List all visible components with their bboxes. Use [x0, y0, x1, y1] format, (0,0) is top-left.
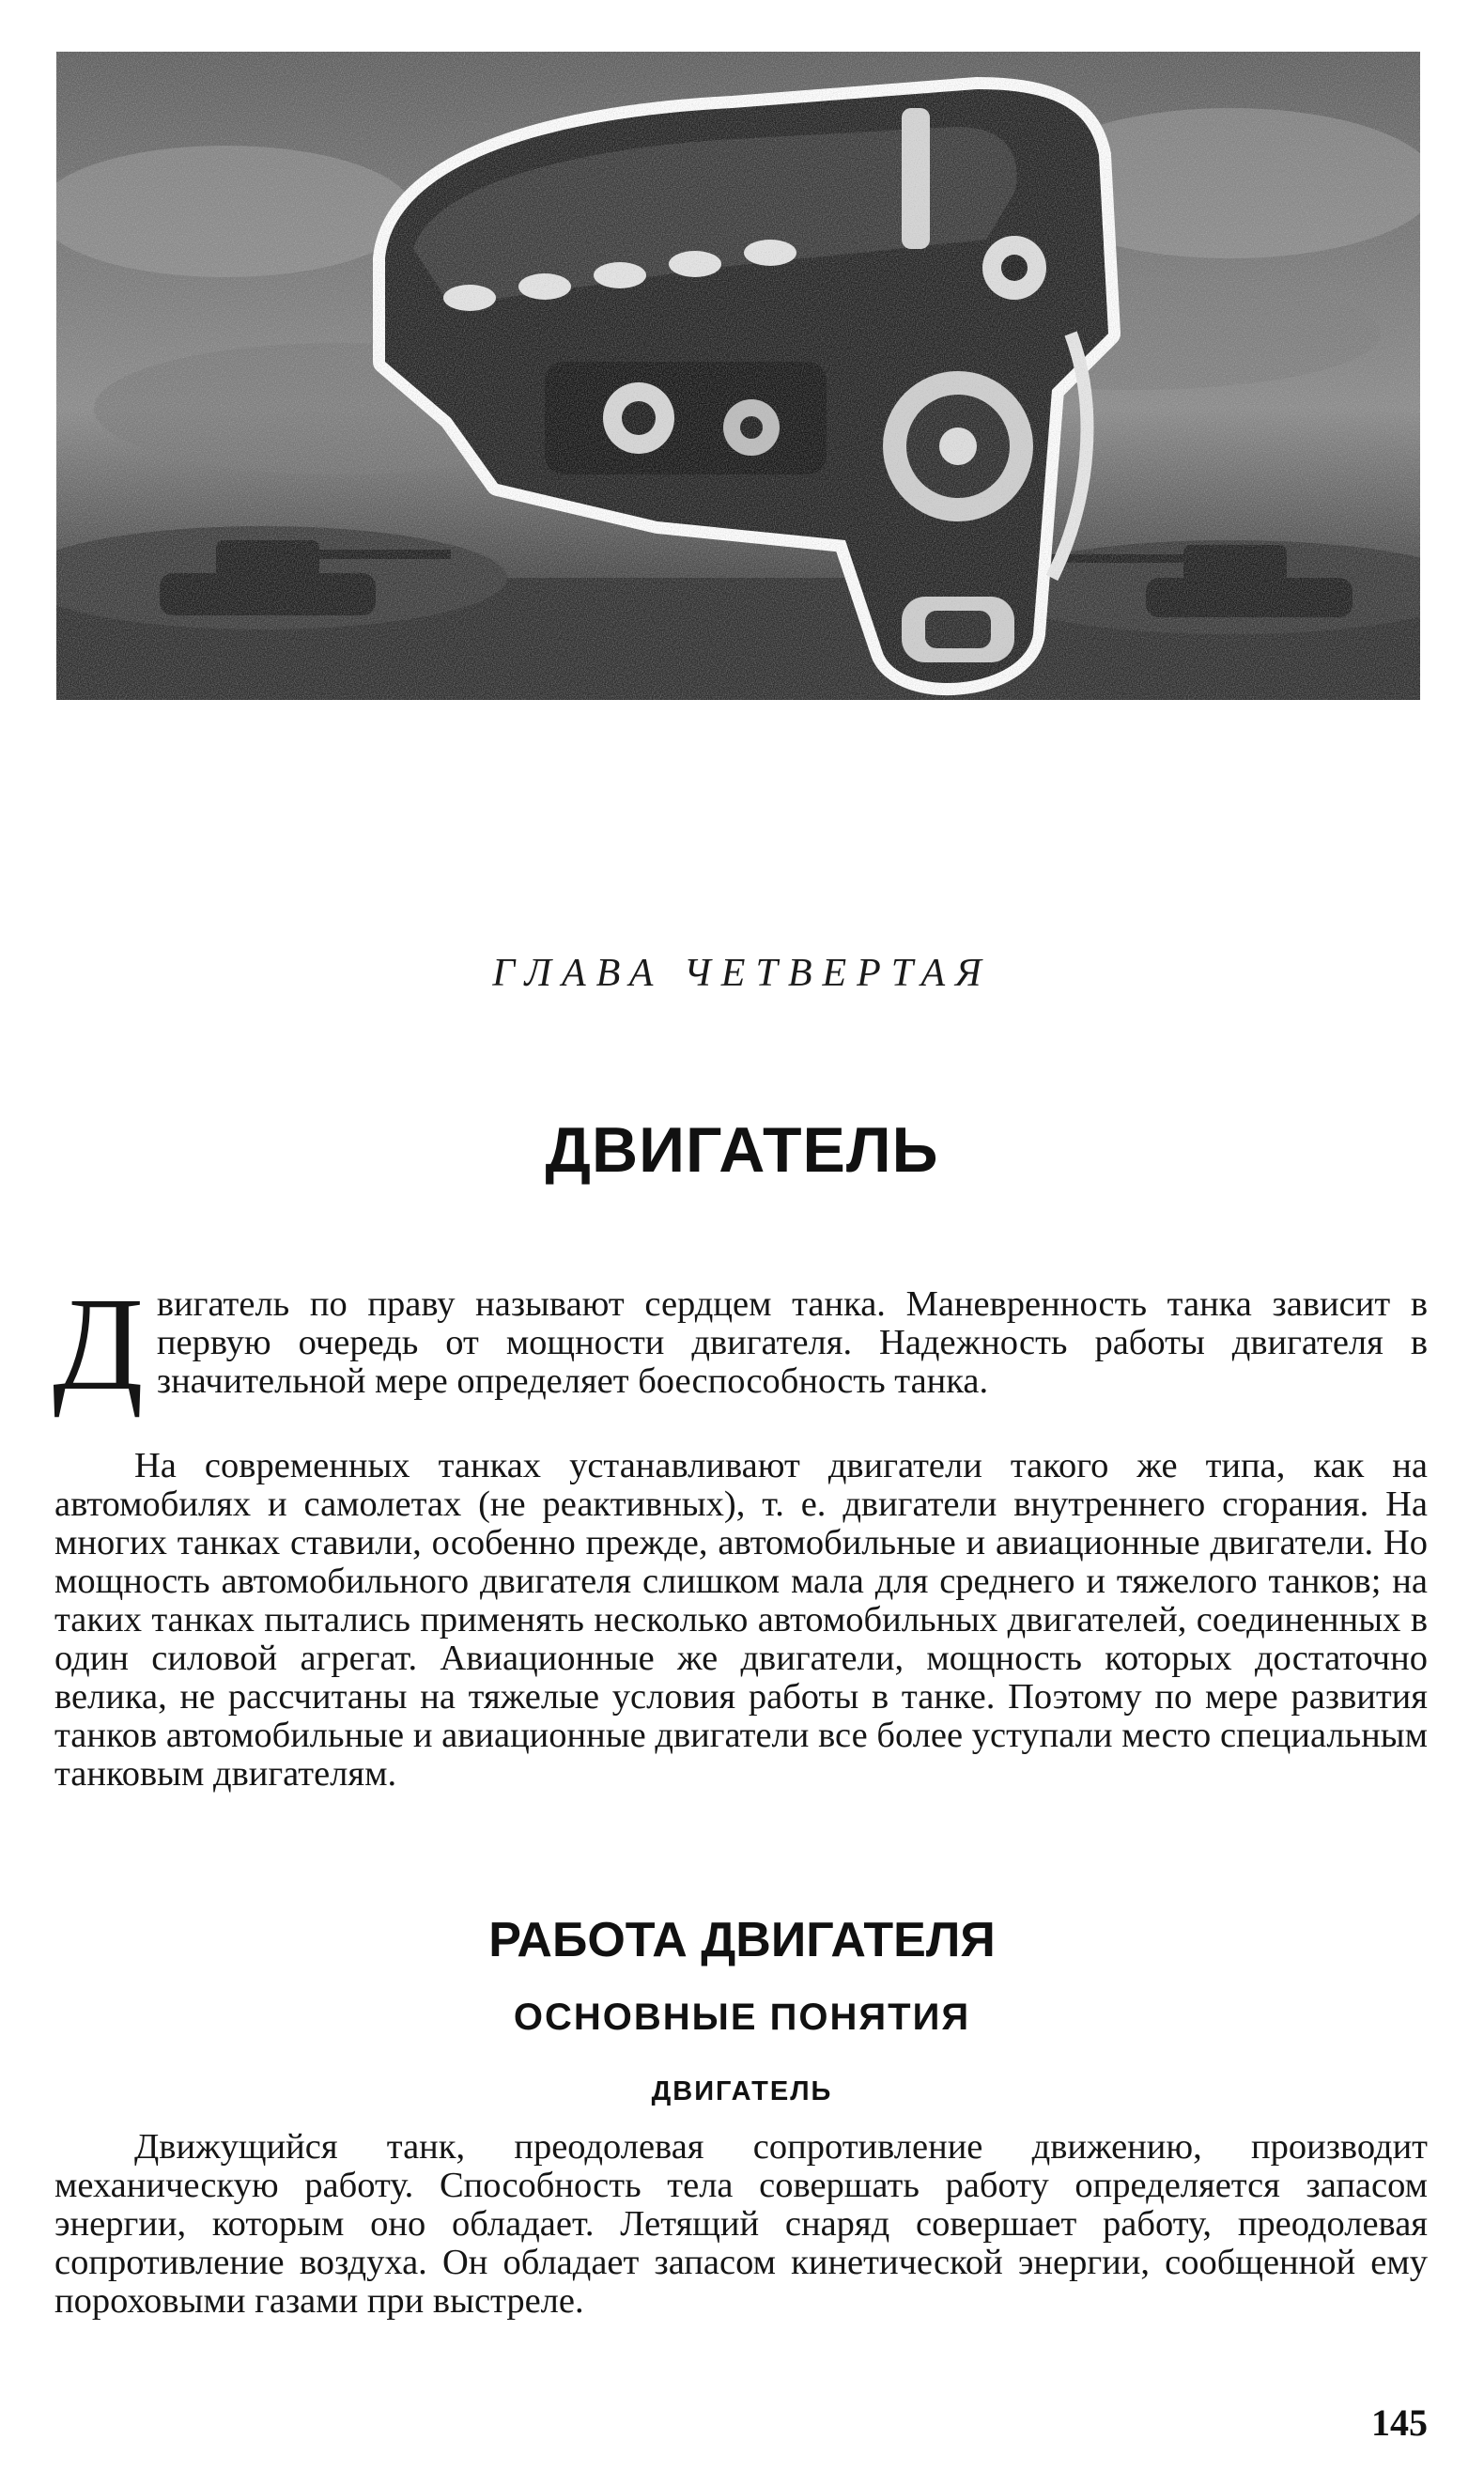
- section-paragraph-1: Движущийся танк, преодолевая сопротивление движению, производит механическую работу. Способность тела совершать работу определяется запасом энергии, которым оно обладает. Летящий снаряд совершает работу, преодолевая сопротивление воздуха. Он обладает запасом кинетической энергии, сообщенной ему пороховыми газами при выстреле.: [54, 2127, 1428, 2321]
- section-subtitle: ОСНОВНЫЕ ПОНЯТИЯ: [513, 1997, 971, 2038]
- drop-cap: Д: [53, 1269, 144, 1418]
- intro-paragraph-2: На современных танках устанавливают двигатели такого же типа, как на автомобилях и самолетах (не реактивных), т. е. двигатели внутреннего сгорания. На многих танках ставили, особенно прежде, автомобильные и авиационные двигатели. Но мощность автомобильного двигателя слишком мала для среднего и тяжелого танков; на таких танках пытались применять несколько автомобильных двигателей, соединенных в один силовой агрегат. Авиационные же двигатели, мощность которых достаточно велика, не рассчитаны на тяжелые условия работы в танке. Поэтому по мере развития танков автомобильные и авиационные двигатели все более уступали место специальным танковым двигателям.: [54, 1446, 1428, 1794]
- chapter-title: ДВИГАТЕЛЬ: [545, 1114, 939, 1186]
- section-title: РАБОТА ДВИГАТЕЛЯ: [488, 1913, 996, 1967]
- page-number: 145: [1371, 2401, 1428, 2444]
- intro-paragraph-1: [53, 1269, 1428, 1418]
- intro-paragraph-1-text: вигатель по праву называют сердцем танка. Маневренность танка зависит в первую очередь от мощности двигателя. Надежность работы двигателя в значительной мере определяет боеспособность танка.: [156, 1284, 1428, 1401]
- chapter-label: ГЛАВА ЧЕТВЕРТАЯ: [492, 952, 992, 995]
- section-subsubtitle: ДВИГАТЕЛЬ: [651, 2076, 833, 2106]
- engine-illustration: [56, 52, 1420, 700]
- chapter-illustration: [56, 52, 1420, 700]
